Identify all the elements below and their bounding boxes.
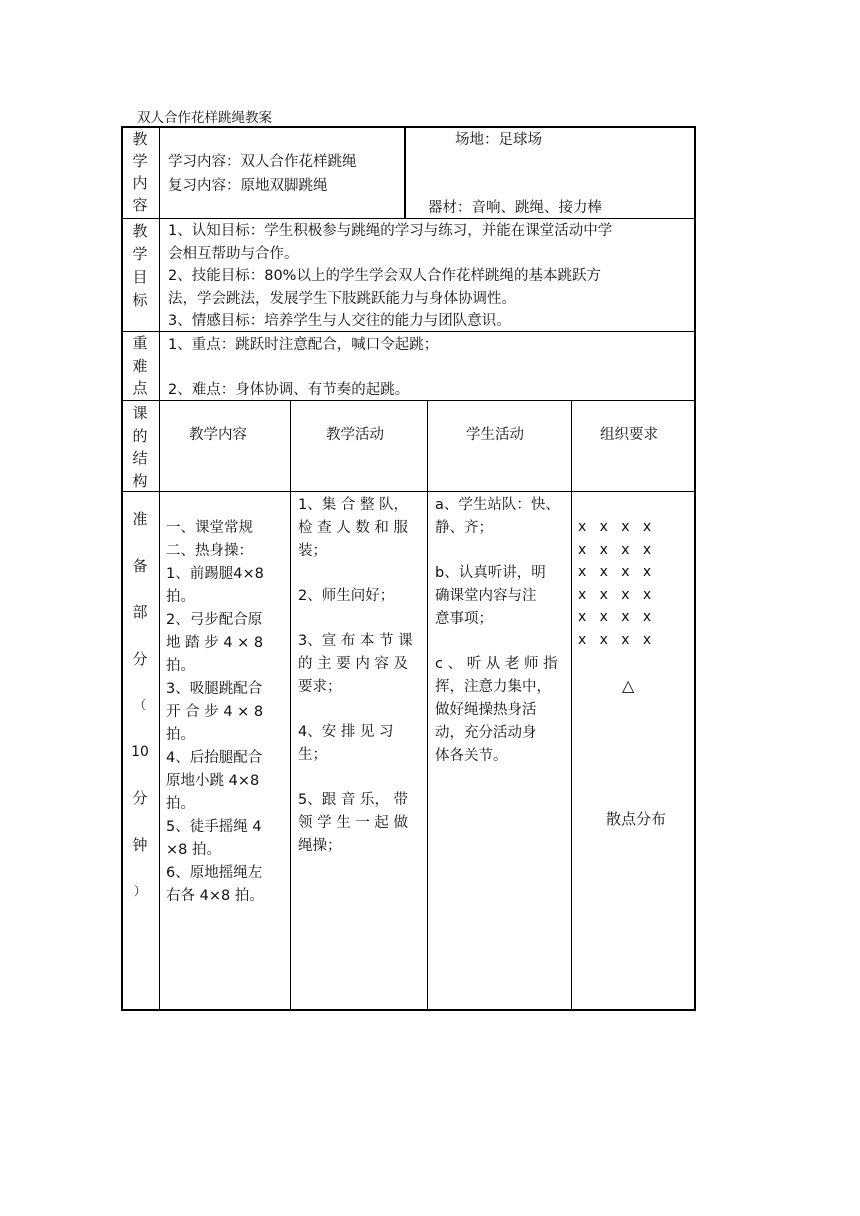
formation-row: x x x x xyxy=(578,564,652,580)
prep-teaching-content xyxy=(166,517,264,908)
equipment: 器材：音响、跳绳、接力棒 xyxy=(428,200,602,216)
activity-line: 检 查 人 数 和 服 xyxy=(298,520,409,536)
formation-row: x x x x xyxy=(578,631,652,648)
content-line: 拍。 xyxy=(166,727,195,743)
content-line: 二、热身操： xyxy=(166,543,253,559)
student-formation xyxy=(578,516,651,651)
label-char: 分 xyxy=(132,649,148,668)
prep-student-activities xyxy=(435,494,560,768)
label-char: 分 xyxy=(132,789,148,807)
label-char: 构 xyxy=(132,471,148,490)
label-char: ） xyxy=(133,884,146,898)
content-line: 原地小跳 4×8 xyxy=(166,773,260,789)
label-char: 难 xyxy=(132,356,148,375)
activity-line: 装； xyxy=(298,543,327,559)
formation-row: x x x x xyxy=(578,541,652,558)
content-line: 1、前踢腿4×8 xyxy=(166,566,264,582)
label-char: 内 xyxy=(132,174,148,192)
activity-line: 2、师生问好； xyxy=(298,588,395,604)
row-divider xyxy=(121,218,696,219)
header-teaching-content: 教学内容 xyxy=(189,427,247,443)
label-column-divider xyxy=(159,126,160,1011)
label-char: （ xyxy=(133,698,146,712)
activity-line: 挥，注意力集中， xyxy=(435,679,551,695)
spacer xyxy=(298,563,413,585)
label-char: 学 xyxy=(132,245,148,263)
label-char: 准 xyxy=(132,510,148,528)
label-teaching-content xyxy=(121,128,159,216)
objective-line: 3、情感目标：培养学生与人交往的能力与团队意识。 xyxy=(168,313,511,329)
objectives-text xyxy=(168,220,612,333)
activity-line: 动，充分活动身 xyxy=(435,725,537,741)
activity-line: 静、齐； xyxy=(435,520,493,536)
label-char: 重 xyxy=(132,334,148,352)
venue-divider xyxy=(404,126,406,218)
content-line: 2、弓步配合原 xyxy=(166,612,263,628)
objective-line: 1、认知目标：学生积极参与跳绳的学习与练习，并能在课堂活动中学 xyxy=(168,223,613,239)
content-line: 5、徒手摇绳 4 xyxy=(166,819,262,835)
activity-line: b、认真听讲，明 xyxy=(435,565,546,581)
label-char: 的 xyxy=(132,426,148,445)
activity-line: 要求； xyxy=(298,679,342,695)
label-char: 容 xyxy=(132,196,148,214)
label-char: 教 xyxy=(132,130,148,148)
content-line: 拍。 xyxy=(166,589,195,605)
label-char: 备 xyxy=(132,556,148,575)
venue: 场地：足球场 xyxy=(455,132,542,148)
activity-line: 做好绳操热身活 xyxy=(435,702,537,718)
label-char: 学 xyxy=(132,152,148,170)
label-char: 目 xyxy=(132,268,148,286)
row-divider xyxy=(121,491,696,492)
formation-row: x x x x xyxy=(578,586,652,603)
activity-line: a、学生站队：快、 xyxy=(435,497,560,513)
formation-note: 散点分布 xyxy=(606,810,667,828)
label-char: 钟 xyxy=(132,835,148,854)
content-line: 右各 4×8 拍。 xyxy=(166,888,264,904)
label-char: 点 xyxy=(132,379,148,397)
objective-line: 法，学会跳法，发展学生下肢跳跃能力与身体协调性。 xyxy=(168,290,516,307)
label-char: 结 xyxy=(132,449,148,467)
learning-content: 学习内容：双人合作花样跳绳 xyxy=(168,154,357,170)
activity-line: 领 学 生 一 起 做 xyxy=(298,815,409,831)
label-key-points xyxy=(121,332,159,400)
column-divider xyxy=(427,400,428,1011)
column-divider xyxy=(571,400,572,1011)
activity-line: 绳操； xyxy=(298,838,342,854)
activity-line: 确课堂内容与注 xyxy=(435,588,537,604)
label-char: 课 xyxy=(132,404,148,422)
review-content: 复习内容：原地双脚跳绳 xyxy=(168,178,328,194)
content-line: 4、后抬腿配合 xyxy=(166,750,263,766)
spacer xyxy=(298,608,413,630)
teacher-position-icon: △ xyxy=(622,676,635,695)
formation-row: x x x x xyxy=(578,519,652,535)
spacer xyxy=(298,699,413,721)
content-line: 拍。 xyxy=(166,796,195,812)
activity-line: 的 主 要 内 容 及 xyxy=(298,656,409,672)
spacer xyxy=(298,767,413,789)
content-line: 3、吸腿跳配合 xyxy=(166,681,263,697)
label-char: 教 xyxy=(132,222,148,240)
activity-line: c 、 听 从 老 师 指 xyxy=(435,656,558,672)
label-objectives xyxy=(121,220,159,312)
content-line: 开 合 步 4 × 8 xyxy=(166,704,264,720)
activity-line: 4、安 排 见 习 xyxy=(298,724,394,740)
key-point-focus: 1、重点：跳跃时注意配合，喊口令起跳； xyxy=(168,337,439,353)
label-char: 标 xyxy=(132,291,148,309)
activity-line: 3、宣 布 本 节 课 xyxy=(298,633,413,649)
content-line: 地 踏 步 4 × 8 xyxy=(166,635,264,651)
prep-teacher-activities xyxy=(298,494,413,858)
objective-line: 2、技能目标：80%以上的学生学会双人合作花样跳绳的基本跳跃方 xyxy=(168,268,601,284)
label-char: 10 xyxy=(131,743,149,760)
spacer xyxy=(435,631,560,653)
header-organization: 组织要求 xyxy=(600,427,658,443)
header-teaching-activity: 教学活动 xyxy=(326,427,384,443)
activity-line: 体各关节。 xyxy=(435,748,508,764)
activity-line: 意事项； xyxy=(435,611,493,627)
content-line: ×8 拍。 xyxy=(166,842,221,858)
spacer xyxy=(435,540,560,562)
header-student-activity: 学生活动 xyxy=(466,427,524,443)
content-line: 一、课堂常规 xyxy=(166,520,253,536)
label-structure xyxy=(121,402,159,492)
activity-line: 生； xyxy=(298,747,327,763)
column-divider xyxy=(290,400,291,1011)
content-line: 6、原地摇绳左 xyxy=(166,865,263,881)
formation-row: x x x x xyxy=(578,609,652,625)
content-line: 拍。 xyxy=(166,658,195,674)
label-char: 部 xyxy=(132,603,148,621)
activity-line: 5、跟 音 乐， 带 xyxy=(298,792,409,808)
label-prep-section xyxy=(121,496,159,915)
objective-line: 会相互帮助与合作。 xyxy=(168,245,299,262)
activity-line: 1、集 合 整 队， xyxy=(298,497,409,513)
document-title: 双人合作花样跳绳教案 xyxy=(137,110,272,126)
key-point-difficulty: 2、难点：身体协调、有节奏的起跳。 xyxy=(168,382,410,398)
